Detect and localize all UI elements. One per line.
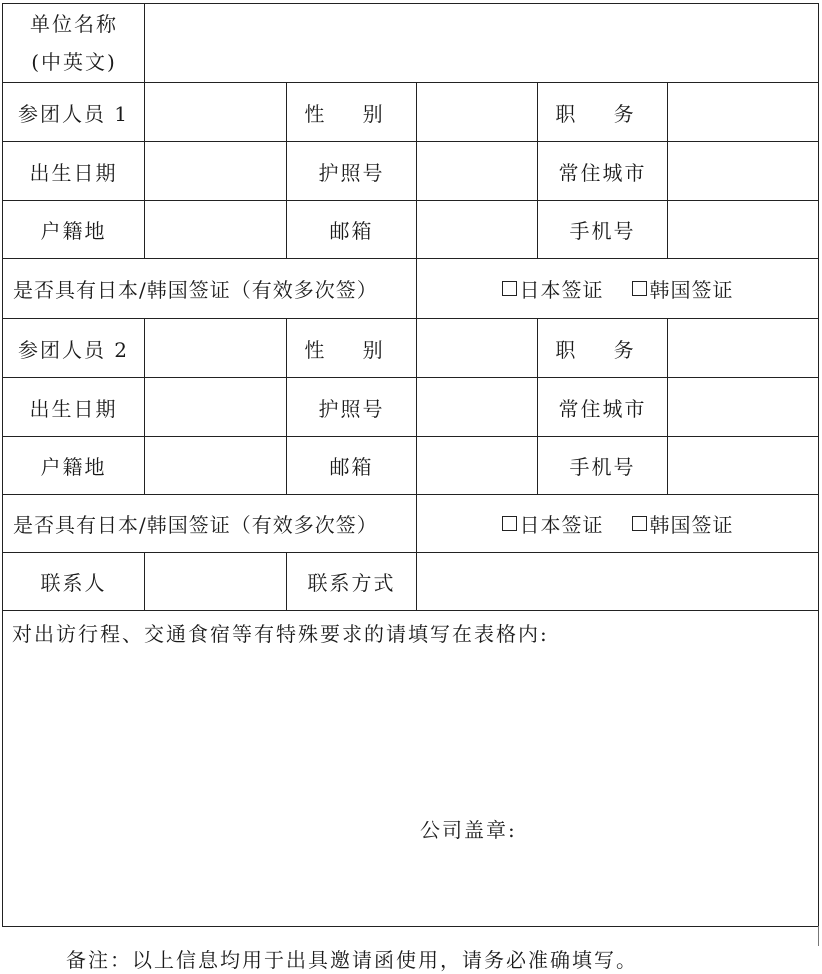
- member2-email-field[interactable]: [417, 437, 537, 494]
- member2-visa-korea-label: 韩国签证: [649, 513, 734, 537]
- member1-visa-options: [417, 259, 818, 318]
- member1-hukou-field[interactable]: [145, 201, 286, 258]
- member2-hukou-field[interactable]: [145, 437, 286, 494]
- special-requests-field[interactable]: [3, 645, 818, 805]
- checkbox-icon[interactable]: [502, 516, 517, 531]
- member2-label: 参团人员 2: [17, 337, 130, 362]
- checkbox-icon[interactable]: [632, 281, 647, 296]
- footnote: 备注：以上信息均用于出具邀请函使用，请务必准确填写。: [66, 948, 638, 972]
- org-name-label: [4, 4, 144, 82]
- member1-position-label: 职 务: [555, 101, 650, 126]
- member2-gender-label: 性 别: [304, 337, 399, 362]
- member1-city-field[interactable]: [668, 142, 818, 200]
- member1-mobile-field[interactable]: [668, 201, 818, 258]
- member1-visa-question: 是否具有日本/韩国签证（有效多次签）: [13, 278, 378, 302]
- member1-gender-label: 性 别: [304, 101, 399, 126]
- member1-mobile-label: 手机号: [569, 219, 636, 243]
- member1-birth-label: 出生日期: [29, 160, 118, 185]
- member2-city-field[interactable]: [668, 378, 818, 436]
- border-right: [818, 3, 819, 927]
- member2-passport-label: 护照号: [318, 396, 385, 421]
- company-seal-label: 公司盖章:: [420, 818, 517, 842]
- member1-gender-field[interactable]: [417, 83, 537, 141]
- member2-hukou-label: 户籍地: [40, 455, 107, 479]
- org-name-field[interactable]: [145, 4, 818, 82]
- member2-visa-options: [417, 495, 818, 552]
- member2-mobile-label: 手机号: [569, 455, 636, 479]
- member2-birth-field[interactable]: [145, 378, 286, 436]
- member1-name-field[interactable]: [145, 83, 286, 141]
- member2-visa-japan-label: 日本签证: [519, 513, 604, 537]
- member1-passport-field[interactable]: [417, 142, 537, 200]
- contact-person-field[interactable]: [145, 553, 286, 610]
- member2-passport-field[interactable]: [417, 378, 537, 436]
- member2-birth-label: 出生日期: [29, 396, 118, 421]
- member1-label: 参团人员 1: [17, 101, 130, 126]
- member1-visa-korea-label: 韩国签证: [649, 278, 734, 302]
- member1-birth-field[interactable]: [145, 142, 286, 200]
- contact-method-label: 联系方式: [307, 571, 396, 595]
- member1-visa-korea-option[interactable]: [632, 274, 734, 303]
- member1-position-field[interactable]: [668, 83, 818, 141]
- member2-gender-field[interactable]: [417, 319, 537, 377]
- member2-position-field[interactable]: [668, 319, 818, 377]
- member2-name-field[interactable]: [145, 319, 286, 377]
- member1-hukou-label: 户籍地: [40, 219, 107, 243]
- member2-city-label: 常住城市: [558, 396, 647, 421]
- member1-passport-label: 护照号: [318, 160, 385, 185]
- member1-visa-japan-option[interactable]: [502, 274, 604, 303]
- member2-visa-japan-option[interactable]: [502, 509, 604, 538]
- member2-visa-korea-option[interactable]: [632, 509, 734, 538]
- page-edge-mark: [818, 926, 819, 946]
- member2-email-label: 邮箱: [329, 455, 374, 479]
- contact-method-field[interactable]: [417, 553, 818, 610]
- rule: [2, 610, 819, 611]
- member1-email-field[interactable]: [417, 201, 537, 258]
- checkbox-icon[interactable]: [502, 281, 517, 296]
- org-name-label-line2: (中英文): [31, 50, 117, 74]
- rule-bottom: [2, 926, 819, 927]
- special-requests-label: 对出访行程、交通食宿等有特殊要求的请填写在表格内:: [12, 622, 549, 646]
- member1-city-label: 常住城市: [558, 160, 647, 185]
- member2-mobile-field[interactable]: [668, 437, 818, 494]
- member1-visa-japan-label: 日本签证: [519, 278, 604, 302]
- member2-visa-question: 是否具有日本/韩国签证（有效多次签）: [13, 513, 378, 537]
- member2-position-label: 职 务: [555, 337, 650, 362]
- org-name-label-line1: 单位名称: [30, 12, 118, 36]
- contact-person-label: 联系人: [40, 571, 107, 595]
- checkbox-icon[interactable]: [632, 516, 647, 531]
- member1-email-label: 邮箱: [329, 219, 374, 243]
